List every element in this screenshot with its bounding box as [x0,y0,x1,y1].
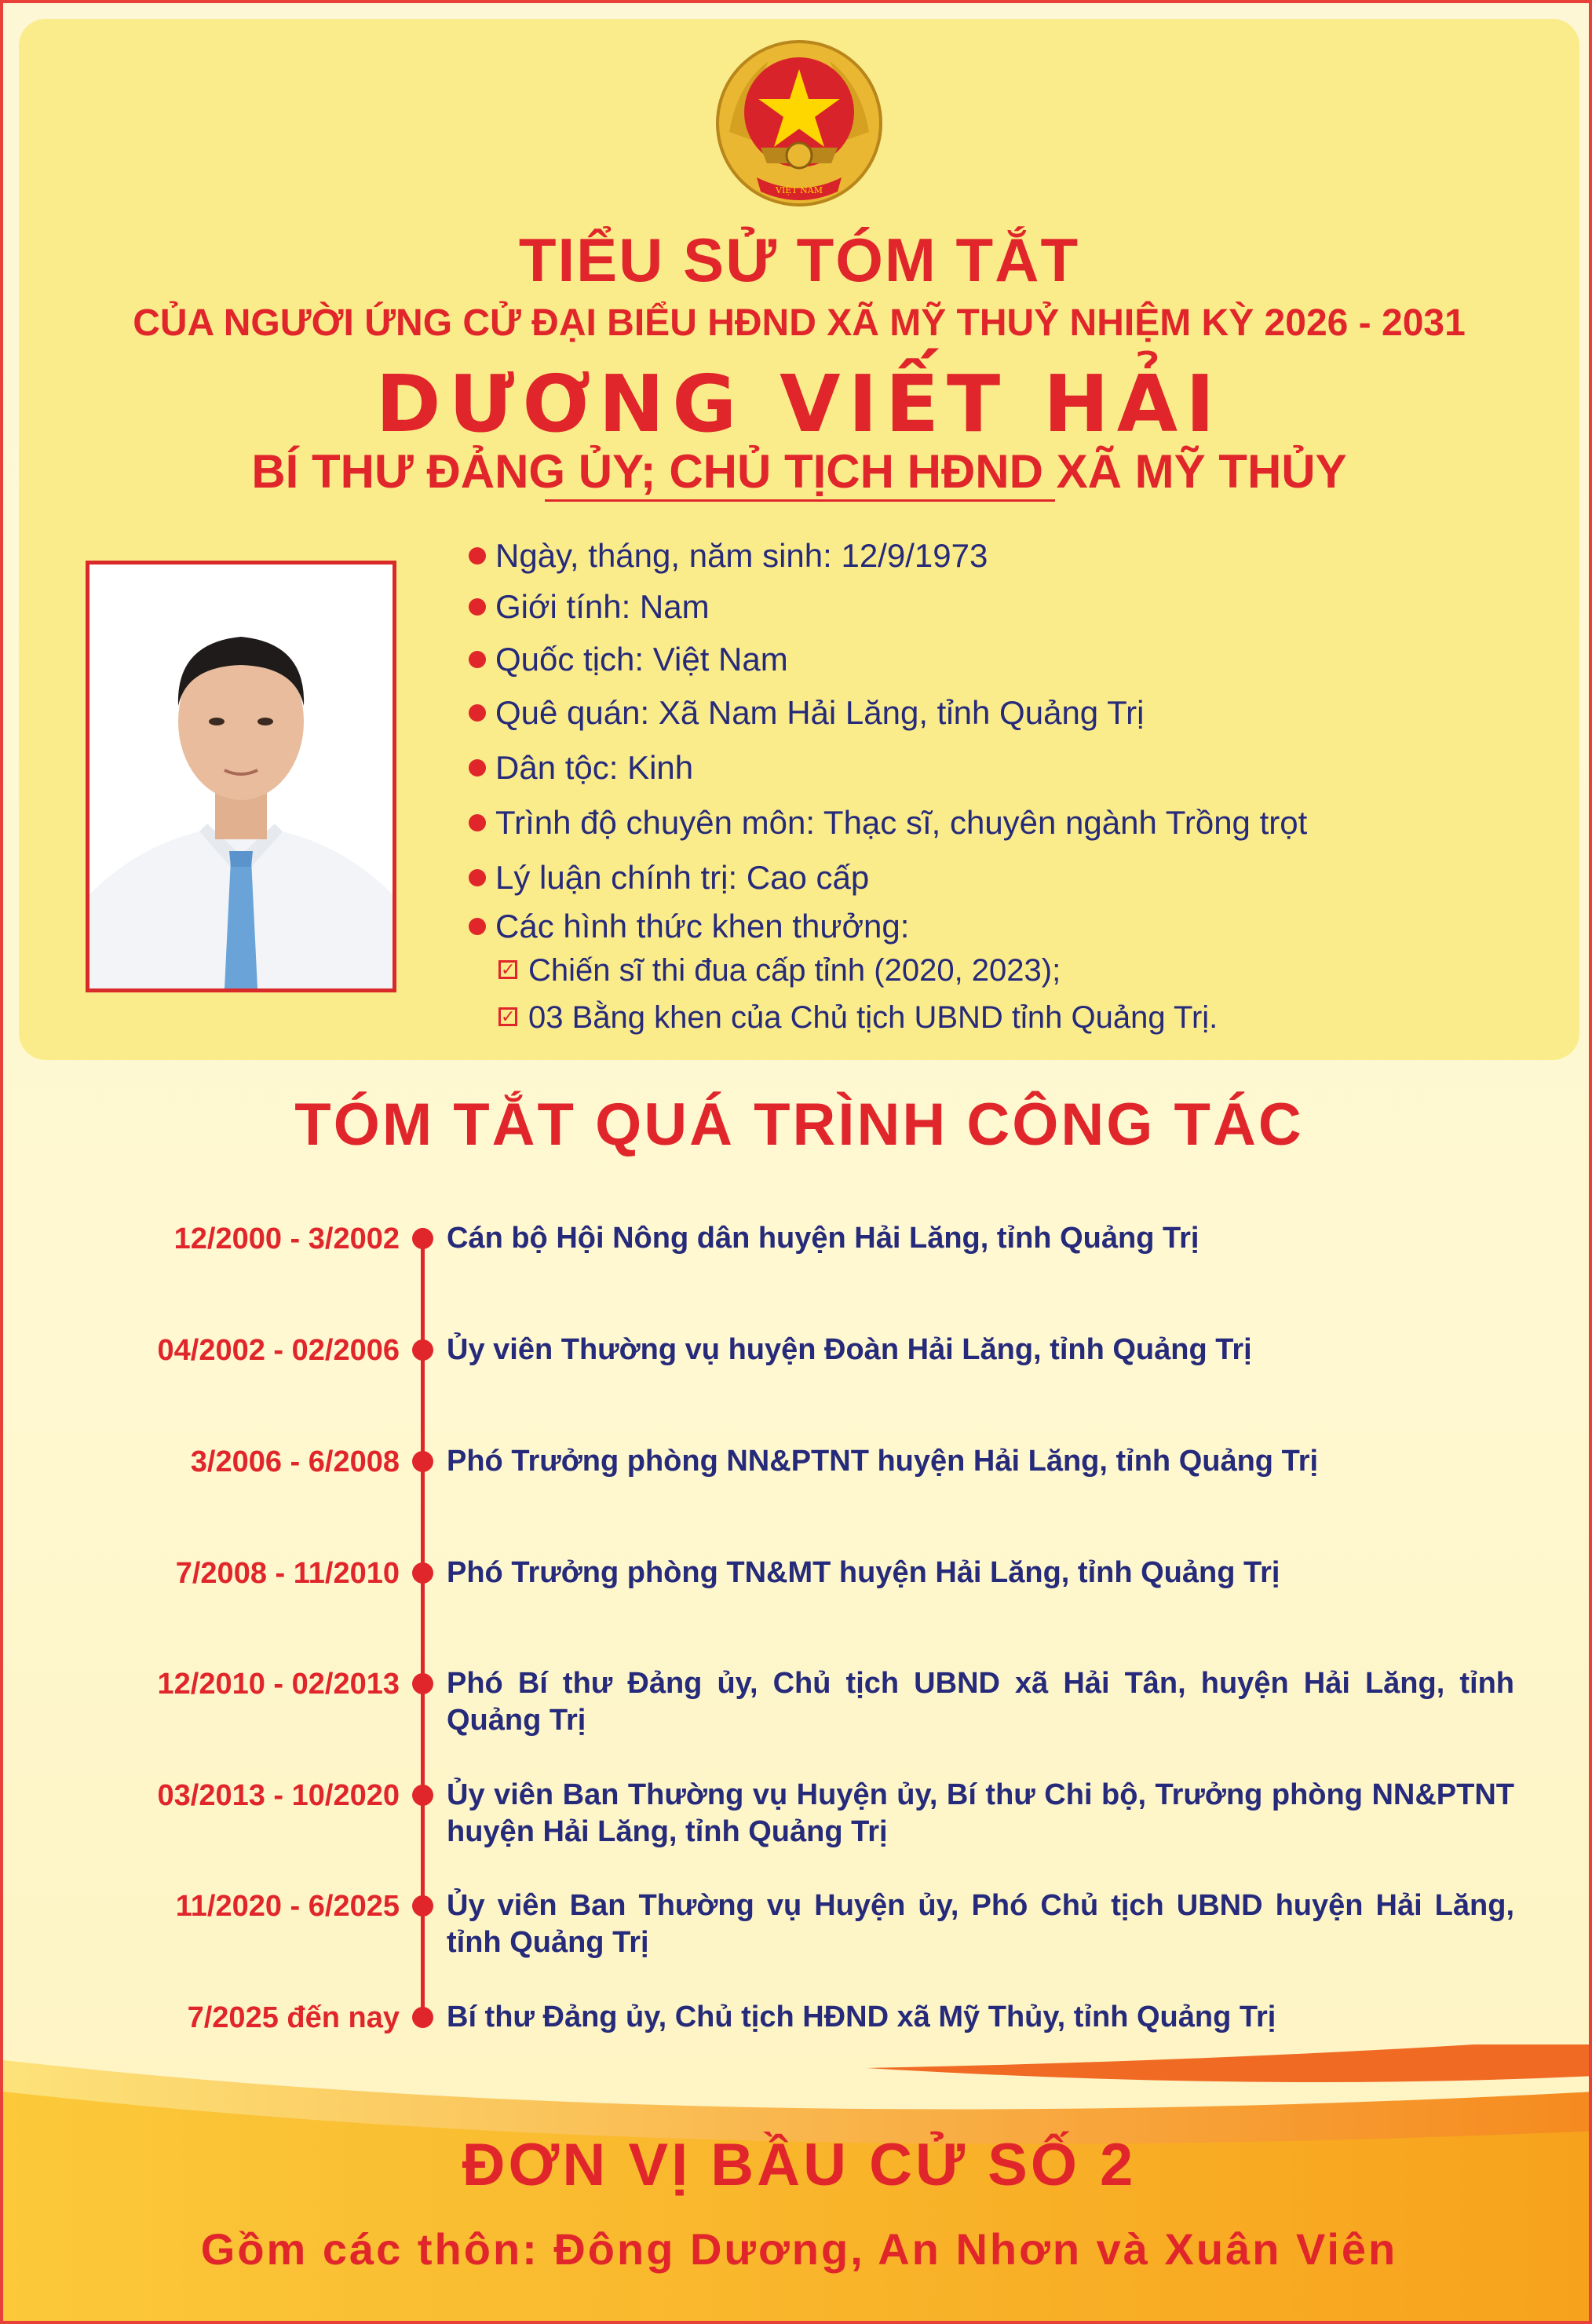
timeline-period: 12/2010 - 02/2013 [157,1668,400,1701]
bullet-icon [469,869,486,886]
timeline-description: Phó Bí thư Đảng ủy, Chủ tịch UBND xã Hải Tân, huyện Hải Lăng, tỉnh Quảng Trị [447,1667,1514,1737]
bullet-icon [469,704,486,722]
timeline-description: Bí thư Đảng ủy, Chủ tịch HĐND xã Mỹ Thủy, tỉnh Quảng Trị [447,2001,1276,2034]
timeline-description: Ủy viên Ban Thường vụ Huyện ủy, Bí thư Chi bộ, Trưởng phòng NN&PTNT huyện Hải Lăng, tỉnh Quảng Trị [447,1778,1514,1848]
bullet-icon [469,918,486,935]
award-item: ✓ 03 Bằng khen của Chủ tịch UBND tỉnh Quảng Trị. [498,1000,1218,1036]
candidate-name: DƯƠNG VIẾT HẢI [375,358,1223,450]
electoral-unit-villages: Gồm các thôn: Đông Dương, An Nhơn và Xuân Viên [200,2224,1398,2274]
timeline-dot [412,1673,433,1694]
timeline-dot [412,1785,433,1806]
timeline-period: 11/2020 - 6/2025 [175,1890,400,1923]
timeline-period: 3/2006 - 6/2008 [190,1445,400,1478]
candidate-position: BÍ THƯ ĐẢNG ỦY; CHỦ TỊCH HĐND XÃ MỸ THỦY [251,445,1347,498]
career-section-title: TÓM TẮT QUÁ TRÌNH CÔNG TÁC [294,1091,1304,1158]
bullet-icon [469,814,486,831]
timeline-description: Ủy viên Ban Thường vụ Huyện ủy, Phó Chủ tịch UBND huyện Hải Lăng, tỉnh Quảng Trị [447,1889,1514,1959]
timeline-description: Phó Trưởng phòng NN&PTNT huyện Hải Lăng, tỉnh Quảng Trị [447,1445,1319,1478]
timeline-description: Ủy viên Thường vụ huyện Đoàn Hải Lăng, tỉnh Quảng Trị [447,1333,1252,1366]
position-underline [545,499,1055,502]
info-hometown: Quê quán: Xã Nam Hải Lăng, tỉnh Quảng Trị [469,694,1145,732]
info-birthdate: Ngày, tháng, năm sinh: 12/9/1973 [469,537,988,575]
bullet-icon [469,547,486,565]
timeline-period: 7/2025 đến nay [187,2001,400,2034]
timeline-period: 12/2000 - 3/2002 [173,1222,400,1255]
info-awards-heading: Các hình thức khen thưởng: [469,908,909,945]
timeline-dot [412,1451,433,1472]
bullet-icon [469,759,486,776]
timeline-period: 03/2013 - 10/2020 [157,1779,400,1812]
timeline-dot [412,2007,433,2028]
national-emblem-icon [714,38,885,209]
timeline-dot [412,1562,433,1584]
timeline-period: 04/2002 - 02/2006 [157,1334,400,1367]
checkbox-checked-icon: ✓ [498,1007,517,1026]
timeline-dot [412,1228,433,1249]
emblem-label: VIỆT NAM [776,185,823,195]
award-item: ✓ Chiến sĩ thi đua cấp tỉnh (2020, 2023); [498,953,1061,988]
candidate-photo [86,561,396,992]
page-subtitle: CỦA NGƯỜI ỨNG CỬ ĐẠI BIỂU HĐND XÃ MỸ THUỶ NHIỆM KỲ 2026 - 2031 [133,302,1466,344]
info-education: Trình độ chuyên môn: Thạc sĩ, chuyên ngành Trồng trọt [469,804,1307,842]
timeline-dot [412,1339,433,1361]
page-title: TIỂU SỬ TÓM TẮT [518,225,1080,294]
timeline-dot [412,1895,433,1917]
timeline-period: 7/2008 - 11/2010 [175,1557,400,1590]
checkbox-checked-icon: ✓ [498,960,517,979]
info-nationality: Quốc tịch: Việt Nam [469,641,788,678]
electoral-unit-title: ĐƠN VỊ BẦU CỬ SỐ 2 [462,2132,1137,2198]
info-ethnicity: Dân tộc: Kinh [469,749,693,787]
info-political-theory: Lý luận chính trị: Cao cấp [469,859,869,897]
info-gender: Giới tính: Nam [469,588,710,626]
bullet-icon [469,598,486,616]
timeline-description: Cán bộ Hội Nông dân huyện Hải Lăng, tỉnh Quảng Trị [447,1222,1199,1255]
timeline-description: Phó Trưởng phòng TN&MT huyện Hải Lăng, tỉnh Quảng Trị [447,1556,1280,1589]
bullet-icon [469,651,486,668]
